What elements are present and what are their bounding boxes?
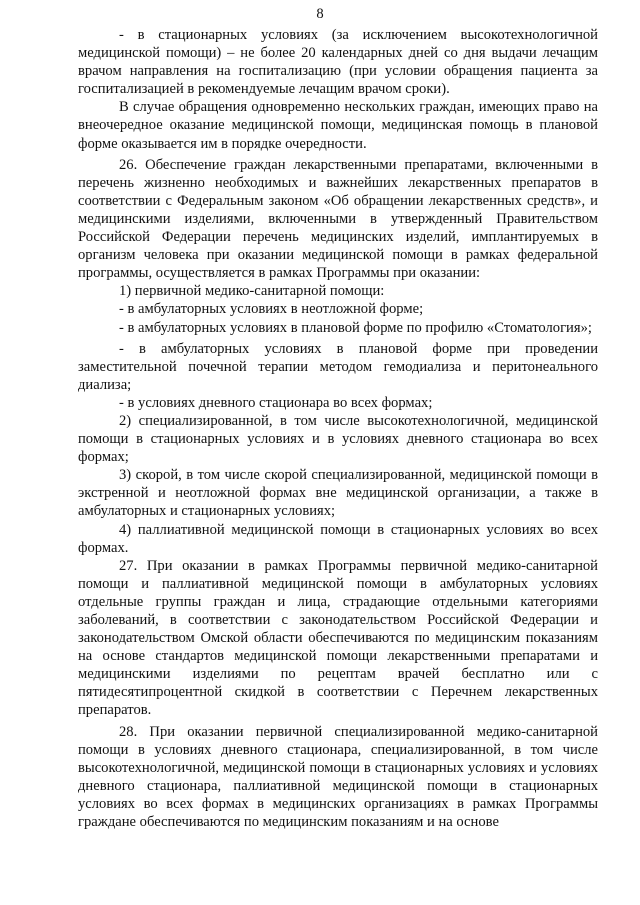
paragraph: - в амбулаторных условиях в плановой форме при проведении заместительной почечной терапии методом гемодиализа и перитонеального диализа; bbox=[78, 340, 598, 393]
paragraph: 1) первичной медико-санитарной помощи: bbox=[119, 283, 385, 300]
paragraph: 28. При оказании первичной специализированной медико-санитарной помощи в условиях дневного стационара, специализированной, в том числе высокотехнологичной, медицинской помощи в стационарных условиях и условиях дневного стационара, паллиативной медицинской помощи в стационарных условиях во всех формах в медицинских организациях в рамках Программы граждане обеспечиваются по медицинским показаниям и на основе bbox=[78, 723, 598, 831]
paragraph: В случае обращения одновременно нескольких граждан, имеющих право на внеочередное оказание медицинской помощи, медицинская помощь в плановой форме оказывается им в порядке очередности. bbox=[78, 99, 598, 152]
document-body bbox=[78, 26, 598, 831]
paragraph: 4) паллиативной медицинской помощи в стационарных условиях во всех формах. bbox=[78, 521, 598, 556]
paragraph: 2) специализированной, в том числе высокотехнологичной, медицинской помощи в стационарных условиях и в условиях дневного стационара во всех формах; bbox=[78, 412, 598, 466]
paragraph: - в стационарных условиях (за исключением высокотехнологичной медицинской помощи) – не более 20 календарных дней со дня выдачи лечащим врачом направления на госпитализацию (при условии обращения пациента за госпитализацией в рекомендуемые лечащим врачом сроки). bbox=[78, 27, 598, 98]
paragraph: - в условиях дневного стационара во всех формах; bbox=[119, 394, 433, 411]
paragraph: 27. При оказании в рамках Программы первичной медико-санитарной помощи и паллиативной медицинской помощи в амбулаторных условиях отдельные группы граждан и лица, страдающие отдельными категориями заболеваний, в соответствии с законодательством Российской Федерации и законодательством Омской области обеспечиваются по медицинским показаниям на основе стандартов медицинской помощи лекарственными препаратами и медицинскими изделиями по рецептам врачей бесплатно или с пятидесятипроцентной скидкой в соответствии с Перечнем лекарственных препаратов. bbox=[78, 557, 598, 719]
paragraph: - в амбулаторных условиях в неотложной форме; bbox=[119, 301, 424, 318]
paragraph: 3) скорой, в том числе скорой специализированной, медицинской помощи в экстренной и неотложной формах вне медицинской организации, а также в амбулаторных и стационарных условиях; bbox=[78, 467, 598, 520]
paragraph: - в амбулаторных условиях в плановой форме по профилю «Стоматология»; bbox=[119, 319, 592, 336]
paragraph: 26. Обеспечение граждан лекарственными препаратами, включенными в перечень жизненно необходимых и важнейших лекарственных препаратов в соответствии с Федеральным законом «Об обращении лекарственных средств», и медицинскими изделиями, включенными в утвержденный Правительством Российской Федерации перечень медицинских изделий, имплантируемых в организм человека при оказании медицинской помощи в рамках федеральной программы, осуществляется в рамках Программы при оказании: bbox=[78, 156, 598, 282]
page-number: 8 bbox=[316, 6, 324, 22]
